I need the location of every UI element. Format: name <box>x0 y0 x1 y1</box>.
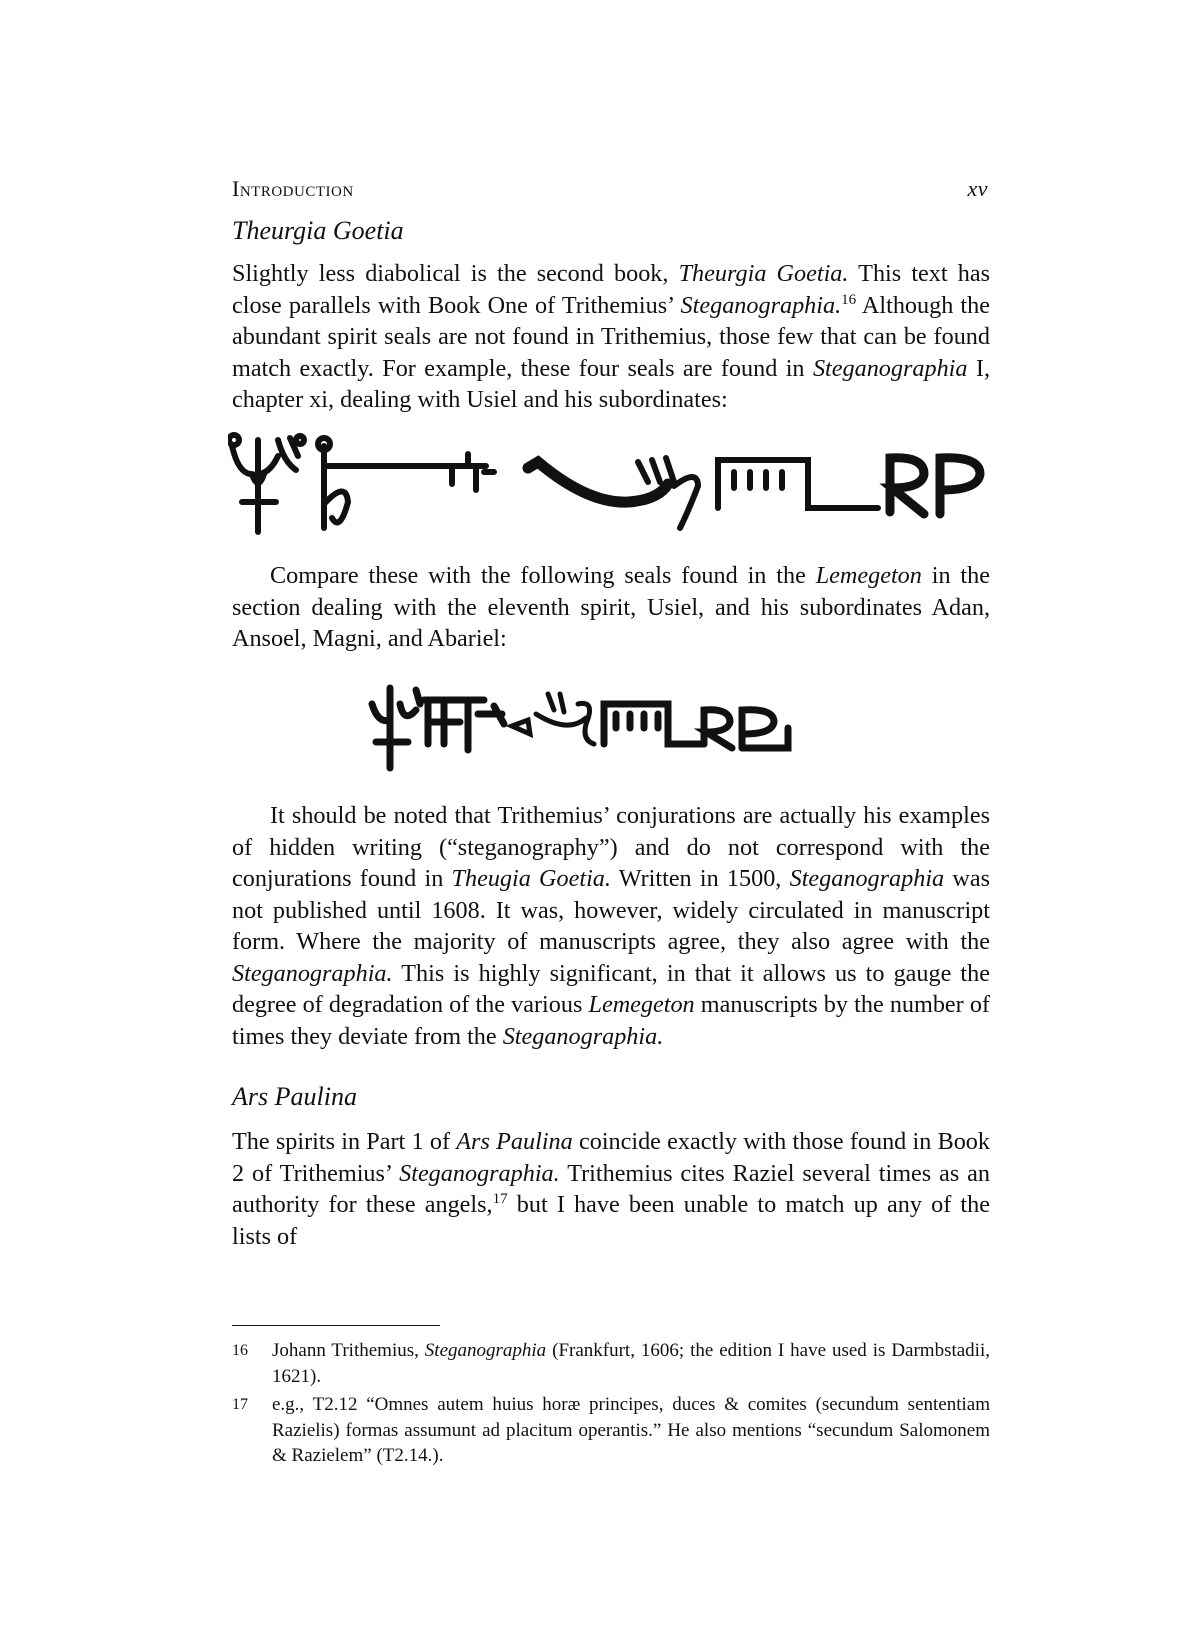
italic-run: Steganographia. <box>399 1159 560 1187</box>
text-run: Although the abundant spirit seals are not found in Trithemius, those few that can be found match exactly. For example, these four seals are found in <box>232 291 990 382</box>
seal-adan-bar <box>324 446 494 528</box>
text-run: manuscripts by the number of times they deviate from the <box>232 991 990 1050</box>
running-head <box>232 176 988 206</box>
text-run: The spirits in Part 1 of <box>232 1128 457 1155</box>
italic-run: Steganographia <box>812 354 968 382</box>
italic-run: Lemegeton <box>815 562 922 589</box>
seal-magni-box <box>718 460 878 508</box>
italic-run: Steganographia <box>789 865 945 892</box>
lemegeton-seals <box>368 674 798 774</box>
running-head-title: Introduction <box>232 176 354 201</box>
text-run: (Frankfurt, 1606; the edition I have used is Darmbstadii, 1621). <box>272 1340 990 1387</box>
paragraph-trithemius-conjurations <box>232 800 990 1052</box>
section-heading-ars-paulina: Ars Paulina <box>232 1082 357 1111</box>
text-run: but I have been unable to match up any of the lists of <box>232 1191 990 1250</box>
italic-run: Steganographia. <box>680 291 842 319</box>
lemegeton-seals-image <box>368 674 798 774</box>
section-heading-theurgia-goetia: Theurgia Goetia <box>232 216 404 245</box>
footnote-16 <box>232 1338 990 1389</box>
seal-lemegeton-rp <box>704 710 788 748</box>
italic-run: Steganographia. <box>232 959 393 987</box>
text-run: It should be noted that Trithemius’ conjurations are actually his examples of hidden writing (“steganography”) and do not correspond with the conjurations found in <box>232 802 990 892</box>
italic-run: Ars Paulina <box>456 1128 573 1155</box>
italic-run: Steganographia <box>424 1340 547 1361</box>
italic-run: Lemegeton <box>588 991 695 1018</box>
trithemius-seals <box>228 432 990 548</box>
paragraph-compare-lemegeton <box>232 560 990 655</box>
text-run: in the section dealing with the eleventh spirit, Usiel, and his subordinates Adan, Ansoel, Magni, and Abariel: <box>232 562 990 652</box>
seal-lemegeton-bar <box>424 700 504 750</box>
seal-lemegeton-trident <box>372 688 420 768</box>
italic-run: Theugia Goetia. <box>451 865 611 892</box>
seal-abariel-rp <box>890 458 980 514</box>
footnote-17 <box>232 1392 990 1469</box>
text-run: This text has close parallels with Book One of Trithemius’ <box>232 260 990 319</box>
text-run: Trithemius cites Raziel several times as an authority for these angels, <box>232 1159 990 1218</box>
text-run: Johann Trithemius, <box>272 1340 425 1361</box>
paragraph-ars-paulina <box>232 1126 990 1252</box>
text-run: e.g., T2.12 “Omnes autem huius horæ principes, duces & comites (secundum sententiam Razielis) formas assumunt ad placitum operantis.” He also mentions “secundum Salomonem & Razielem” (T2.14.). <box>272 1394 990 1466</box>
text-run: Written in 1500, <box>610 865 790 892</box>
footnote-number: 17 <box>232 1396 248 1413</box>
footnote-text <box>272 1392 990 1469</box>
page-number: xv <box>967 176 988 201</box>
italic-run: Steganographia. <box>502 1022 664 1050</box>
seal-lemegeton-box <box>604 704 704 744</box>
text-run: This is highly significant, in that it allows us to gauge the degree of degradation of the various <box>232 959 990 1018</box>
text-run: Slightly less diabolical is the second book, <box>232 260 679 287</box>
seal-usiel-trident <box>232 438 298 532</box>
italic-run: Theurgia Goetia. <box>678 260 849 287</box>
footnote-number: 16 <box>232 1342 248 1359</box>
footnote-marker: 17 <box>492 1191 508 1207</box>
text-run: I, chapter xi, dealing with Usiel and his subordinates: <box>232 354 991 413</box>
footnote-rule <box>232 1325 440 1326</box>
footnote-marker: 16 <box>841 291 857 308</box>
footnote-text <box>272 1338 990 1389</box>
text-run: Compare these with the following seals found in the <box>270 562 816 589</box>
paragraph-theurgia-intro <box>232 258 990 416</box>
text-run: was not published until 1608. It was, however, widely circulated in manuscript form. Where the majority of manuscripts agree, they also agree with the <box>232 865 990 955</box>
trithemius-seals-image <box>228 432 990 548</box>
text-run: coincide exactly with those found in Book 2 of Trithemius’ <box>232 1128 990 1187</box>
seal-lemegeton-wave <box>512 694 594 744</box>
